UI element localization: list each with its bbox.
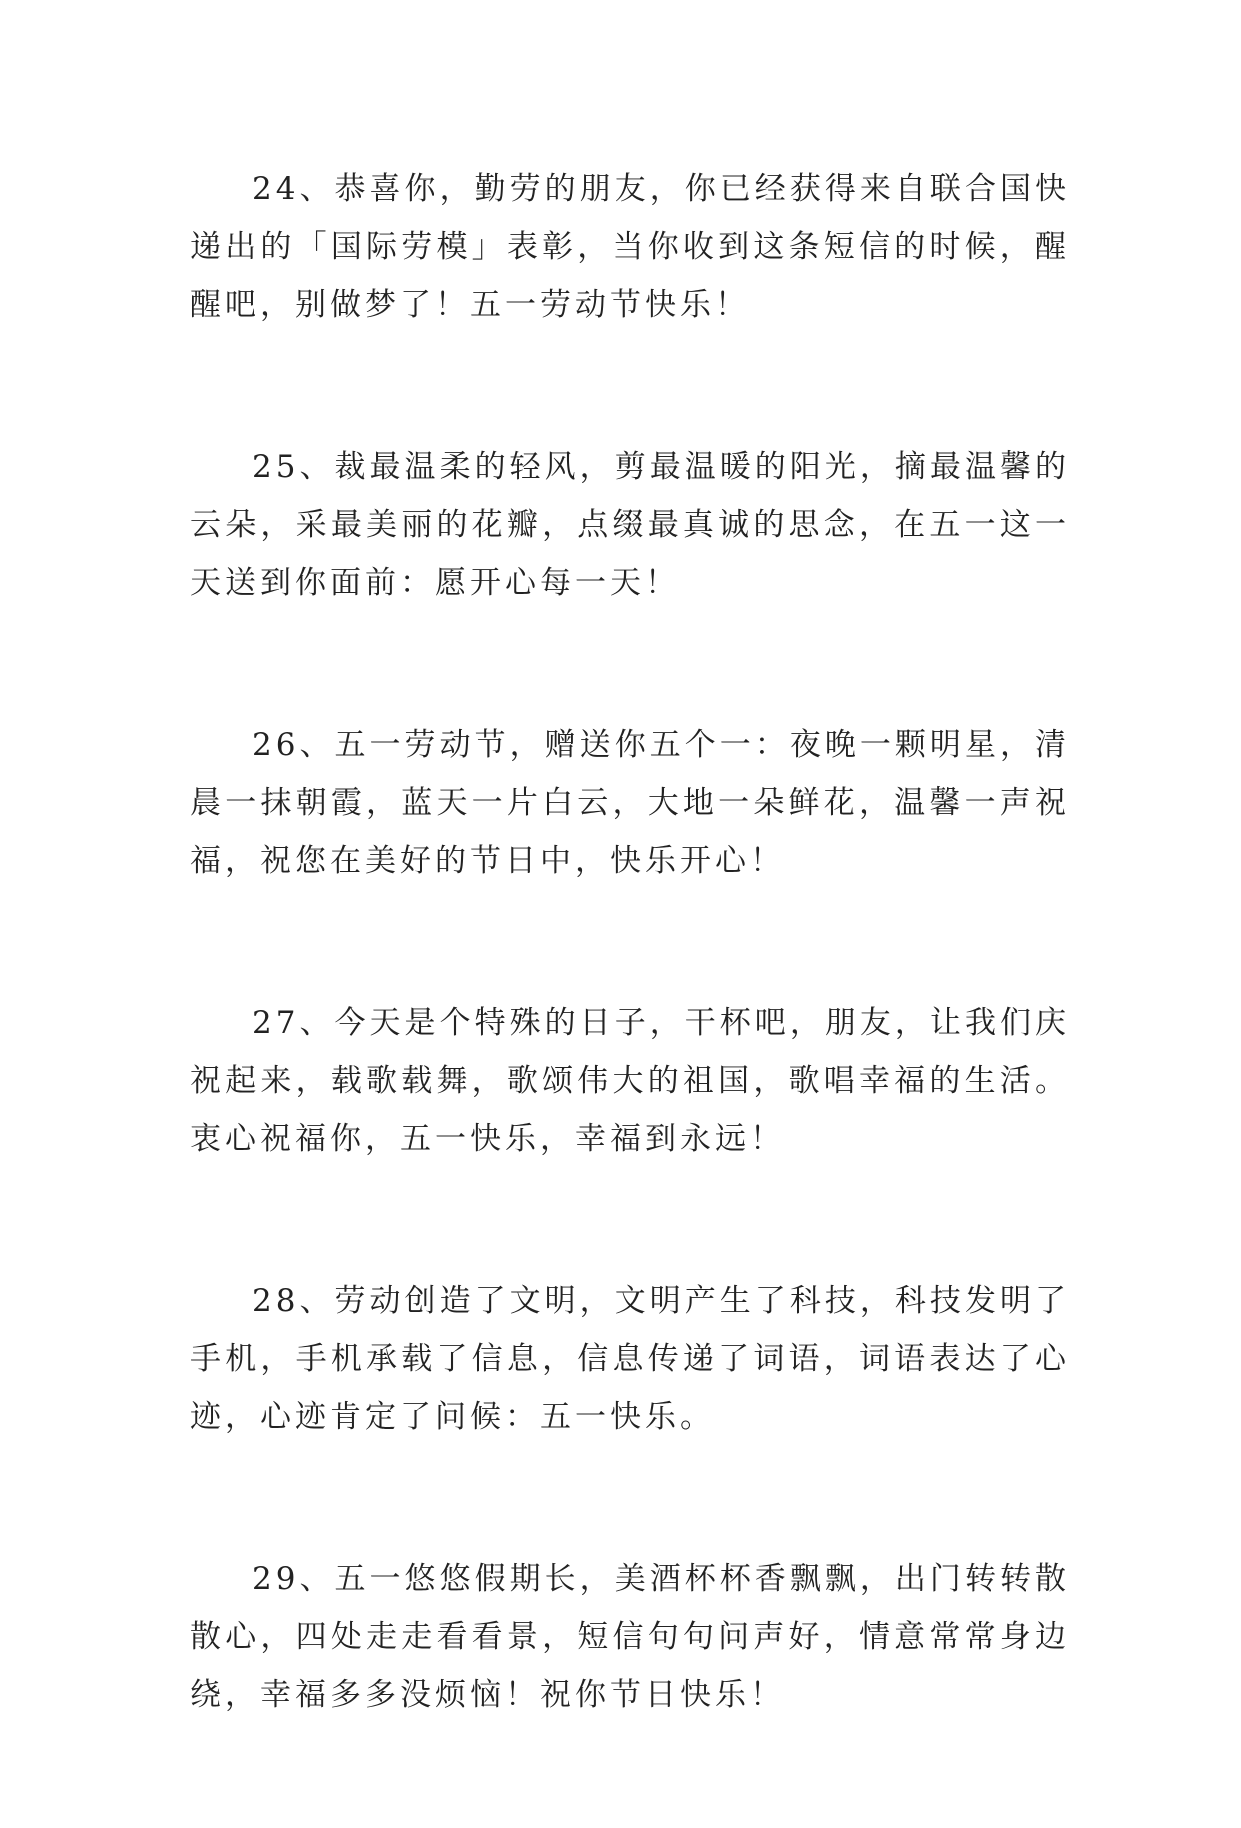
paragraph-25: 25、裁最温柔的轻风，剪最温暖的阳光，摘最温馨的云朵，采最美丽的花瓣，点缀最真诚的思念，在五一这一天送到你面前：愿开心每一天！ — [190, 449, 1070, 601]
paragraph-26: 26、五一劳动节，赠送你五个一：夜晚一颗明星，清晨一抹朝霞，蓝天一片白云，大地一朵鲜花，温馨一声祝福，祝您在美好的节日中，快乐开心！ — [190, 727, 1070, 879]
document-body — [190, 160, 1070, 1828]
paragraph-27: 27、今天是个特殊的日子，干杯吧，朋友，让我们庆祝起来，载歌载舞，歌颂伟大的祖国，歌唱幸福的生活。衷心祝福你，五一快乐，幸福到永远！ — [190, 1005, 1070, 1157]
paragraph-28: 28、劳动创造了文明，文明产生了科技，科技发明了手机，手机承载了信息，信息传递了词语，词语表达了心迹，心迹肯定了问候：五一快乐。 — [190, 1283, 1070, 1435]
paragraph-24: 24、恭喜你，勤劳的朋友，你已经获得来自联合国快递出的「国际劳模」表彰，当你收到这条短信的时候，醒醒吧，别做梦了！五一劳动节快乐！ — [190, 171, 1070, 323]
paragraph-29: 29、五一悠悠假期长，美酒杯杯香飘飘，出门转转散散心，四处走走看看景，短信句句问声好，情意常常身边绕，幸福多多没烦恼！祝你节日快乐！ — [190, 1561, 1070, 1713]
